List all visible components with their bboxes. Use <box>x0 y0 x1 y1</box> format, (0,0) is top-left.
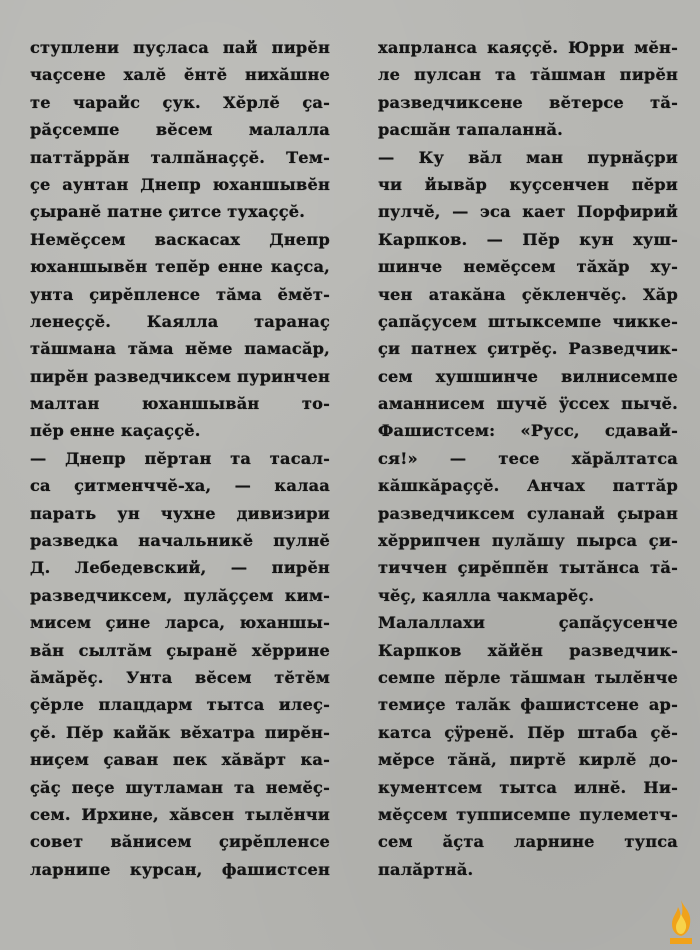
text-line: — Ку вăл ман пурнăçри <box>378 147 678 167</box>
text-line: разведчиксем, пулăççем ким- <box>30 585 330 605</box>
text-line: ларнипе курсан, фашистсен <box>30 859 330 879</box>
text-line: çăç пеçе шутламан та немĕç- <box>30 777 330 797</box>
text-line: çапăçусем штыксемпе чикке- <box>378 311 678 331</box>
text-line: юханшывĕн тепĕр енне каçса, <box>30 257 330 277</box>
text-line: чаçсене халĕ ĕнтĕ нихăшне <box>30 65 330 85</box>
text-line: расшăн тапаланнă. <box>378 120 564 140</box>
text-line: чен атакăна çĕкленчĕç. Хăр <box>378 284 678 304</box>
text-line: мĕçсем тупписемпе пулеметч- <box>378 804 678 824</box>
text-line: разведчиксем суланай çыран <box>378 503 678 523</box>
text-line: Карпков хăйĕн разведчик- <box>378 640 678 660</box>
text-line: сем ăçта ларнине тупса <box>378 832 678 852</box>
text-line: çыранĕ патне çитсе тухаççĕ. <box>30 202 306 222</box>
text-line: Фашистсем: «Русс, сдавай- <box>378 421 678 441</box>
text-line: мĕрсе тăнă, пиртĕ кирлĕ до- <box>378 750 678 770</box>
text-line: кументсем тытса илнĕ. Ни- <box>378 777 678 797</box>
text-line: Д. Лебедевский, — пирĕн <box>30 558 330 578</box>
text-line: хĕррипчен пулăшу пырса çи- <box>378 531 678 551</box>
right-column <box>378 34 678 883</box>
text-line: разведка начальникĕ пулнĕ <box>30 531 330 551</box>
text-line: пирĕн разведчиксем пуринчен <box>30 366 330 386</box>
text-line: унта çирĕпленсе тăма ĕмĕт- <box>30 284 330 304</box>
text-line: чи йывăр куçсенчен пĕри <box>378 174 678 194</box>
text-line: çи патнех çитрĕç. Разведчик- <box>378 339 678 359</box>
text-line: пĕр енне каçаççĕ. <box>30 421 201 441</box>
text-line: палăртнă. <box>378 859 474 879</box>
text-line: катса çÿренĕ. Пĕр штаба çĕ- <box>378 722 678 742</box>
text-line: хапрланса каяççĕ. Юрри мĕн- <box>378 38 678 57</box>
left-column <box>30 34 330 883</box>
text-line: ăмăрĕç. Унта вĕсем тĕтĕм <box>30 667 330 687</box>
text-line: Карпков. — Пĕр кун хуш- <box>378 229 678 249</box>
text-line: рăçсемпе вĕсем малалла <box>30 120 330 140</box>
text-line: ступлени пуçласа пай пирĕн <box>30 38 330 57</box>
text-line: те чарайс çук. Хĕрлĕ ça- <box>30 92 330 112</box>
text-line: парать ун чухне дивизири <box>30 503 330 523</box>
text-line: пулчĕ, — эса кает Порфирий <box>378 202 678 222</box>
text-line: паттăррăн талпăнаççĕ. Тем- <box>30 147 330 167</box>
text-line: чĕç, каялла чакмарĕç. <box>378 585 595 605</box>
text-line: çĕрле плацдарм тытса илеç- <box>30 695 330 715</box>
text-line: çе аунтан Днепр юханшывĕн <box>30 174 330 194</box>
text-line: сем. Ирхине, хăвсен тылĕнчи <box>30 804 330 824</box>
text-line: мисем çине ларса, юханшы- <box>30 613 330 633</box>
text-line: тиччен çирĕппĕн тытăнса тă- <box>378 558 678 578</box>
text-line: ле пулсан та тăшман пирĕн <box>378 65 678 85</box>
text-line: Немĕçсем васкасах Днепр <box>30 229 330 249</box>
text-line: кăшкăраççĕ. Анчах паттăр <box>378 476 678 496</box>
text-line: ниçем çаван пек хăвăрт ка- <box>30 750 330 770</box>
text-line: темиçе талăк фашистсене ар- <box>378 695 678 715</box>
text-line: аманнисем шучĕ ÿссех пычĕ. <box>378 394 678 414</box>
text-line: — Днепр пĕртан та тасал- <box>30 448 330 468</box>
text-line: малтан юханшывăн то- <box>30 394 330 414</box>
text-line: ся!» — тесе хăрăлтатса <box>378 448 678 468</box>
text-line: сем хушшинче вилнисемпе <box>378 366 678 386</box>
text-line: семпе пĕрле тăшман тылĕнче <box>378 667 678 687</box>
text-line: çĕ. Пĕр кайăк вĕхатра пирĕн- <box>30 722 330 742</box>
text-line: ленеççĕ. Каялла таранаç <box>30 311 330 331</box>
text-line: шинче немĕçсем тăхăр ху- <box>378 257 678 277</box>
text-line: разведчиксене вĕтерсе тă- <box>378 92 678 112</box>
text-line: совет вăнисем çирĕпленсе <box>30 832 330 852</box>
text-line: са çитменччĕ-ха, — калаа <box>30 476 330 496</box>
text-line: вăн сылтăм çыранĕ хĕррине <box>30 640 330 660</box>
text-line: Малаллахи çапăçусенче <box>378 613 678 633</box>
text-line: тăшмана тăма нĕме памасăр, <box>30 339 330 359</box>
flame-logo-icon <box>666 898 696 946</box>
